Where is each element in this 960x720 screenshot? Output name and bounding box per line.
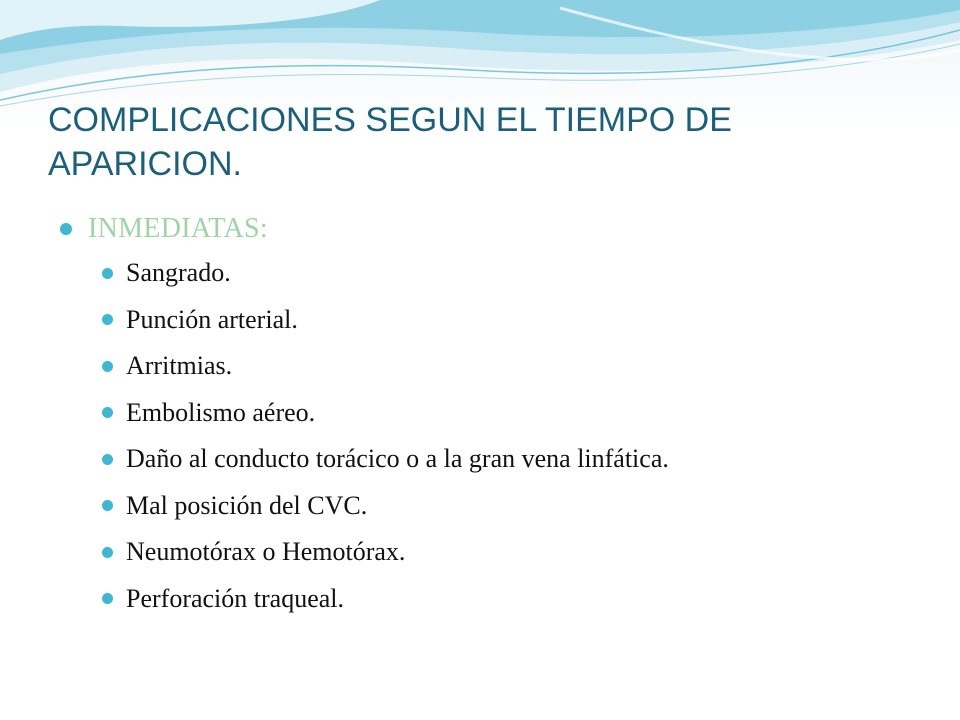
list-item: [60, 529, 920, 576]
list-item: [60, 390, 920, 437]
list-item-text: Neumotórax o Hemotórax.: [126, 537, 406, 567]
list-item: [60, 297, 920, 344]
list-item: [60, 436, 920, 483]
bullet-dot-icon: [102, 454, 113, 465]
bullet-dot-icon: [102, 593, 113, 604]
list-item: [60, 483, 920, 530]
list-item-text: Perforación traqueal.: [126, 583, 345, 613]
bullet-dot-icon: [102, 547, 113, 558]
bullet-dot-icon: [60, 223, 72, 235]
slide-title-line-1: COMPLICACIONES SEGUN EL TIEMPO DE: [48, 101, 732, 139]
list-item-text: Mal posición del CVC.: [126, 490, 368, 520]
list-item: [60, 250, 920, 297]
bullet-dot-icon: [102, 361, 113, 372]
bullet-dot-icon: [102, 268, 113, 279]
list-item-text: Embolismo aéreo.: [126, 397, 316, 427]
section-heading: INMEDIATAS:: [88, 213, 268, 244]
list-item-text: Punción arterial.: [126, 304, 298, 334]
slide-content: [60, 208, 920, 622]
list-item: [60, 576, 920, 623]
bullet-dot-icon: [102, 500, 113, 511]
list-item-text: Arritmias.: [126, 351, 233, 381]
complications-list: [60, 250, 920, 622]
slide-title-line-2: APARICION.: [48, 145, 242, 183]
bullet-dot-icon: [102, 314, 113, 325]
bullet-dot-icon: [102, 407, 113, 418]
list-item: [60, 343, 920, 390]
list-item-text: Sangrado.: [126, 258, 231, 288]
list-item-text: Daño al conducto torácico o a la gran vena linfática.: [126, 444, 669, 474]
section-heading-row: [60, 208, 920, 250]
slide-title: [48, 98, 908, 186]
